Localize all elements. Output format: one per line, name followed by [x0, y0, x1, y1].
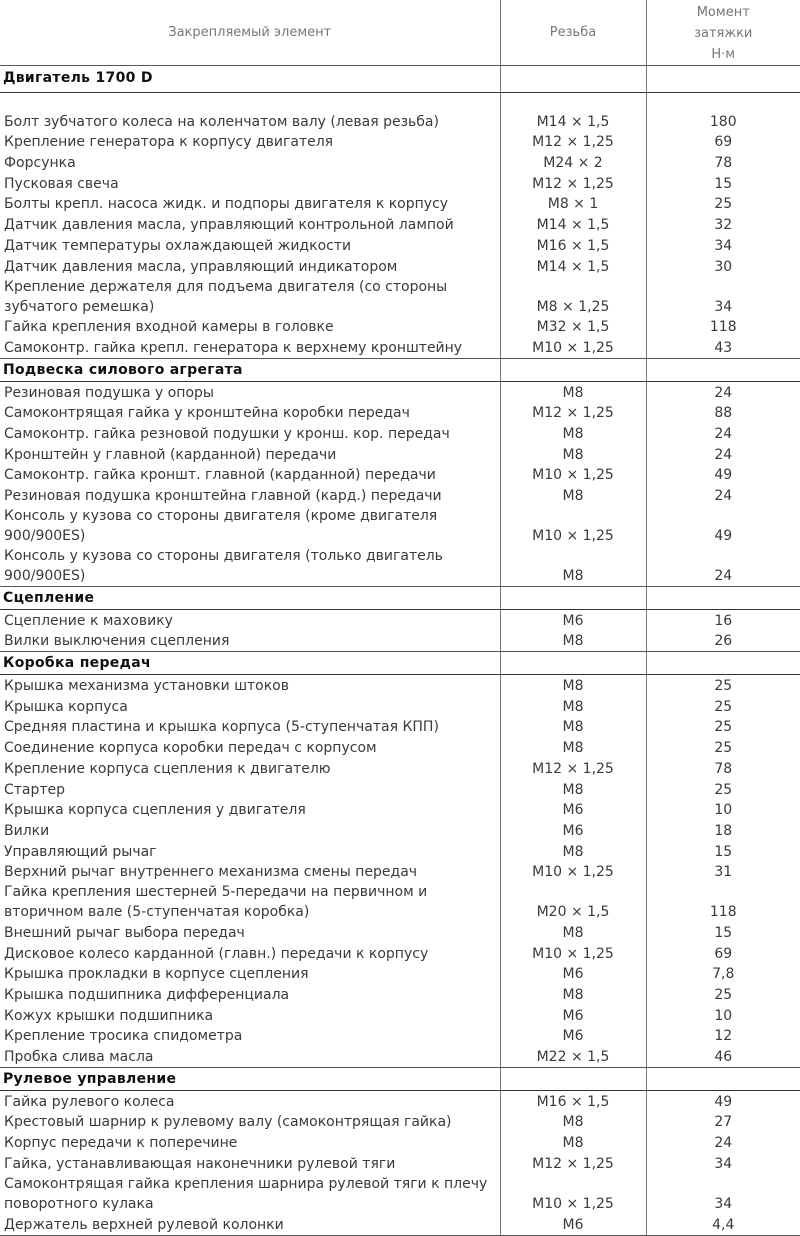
torque-cell: 27: [646, 1112, 800, 1133]
section-title: Рулевое управление: [0, 1068, 500, 1091]
torque-cell: 26: [646, 631, 800, 652]
thread-cell: M8: [500, 696, 646, 717]
section-torque-blank: [646, 358, 800, 381]
torque-cell: 78: [646, 152, 800, 173]
element-name-cell: Болт зубчатого колеса на коленчатом валу (левая резьба): [0, 111, 500, 132]
element-name-cell: Крепление генератора к корпусу двигателя: [0, 132, 500, 153]
torque-cell: 25: [646, 194, 800, 215]
element-name-cell: Крышка подшипника дифференциала: [0, 984, 500, 1005]
table-row: [0, 485, 800, 506]
element-name-cell: Гайка, устанавливающая наконечники рулевой тяги: [0, 1153, 500, 1174]
thread-cell: M12 × 1,25: [500, 173, 646, 194]
thread-cell: M6: [500, 610, 646, 631]
torque-cell: 24: [646, 381, 800, 402]
table-row: [0, 546, 800, 587]
section-header-row: [0, 358, 800, 381]
element-name-cell: Вилки выключения сцепления: [0, 631, 500, 652]
thread-cell: M8: [500, 675, 646, 696]
table-row: [0, 317, 800, 338]
table-row: [0, 964, 800, 985]
column-header-element: Закрепляемый элемент: [0, 0, 500, 66]
table-row: [0, 1132, 800, 1153]
thread-cell: M8: [500, 717, 646, 738]
torque-cell: 24: [646, 485, 800, 506]
element-name-cell: Дисковое колесо карданной (главн.) передачи к корпусу: [0, 943, 500, 964]
torque-cell: 88: [646, 403, 800, 424]
thread-cell: M12 × 1,25: [500, 132, 646, 153]
column-header-torque-line3: Н·м: [647, 44, 800, 65]
table-row: [0, 943, 800, 964]
table-row: [0, 381, 800, 402]
torque-cell: 118: [646, 317, 800, 338]
torque-cell: 69: [646, 943, 800, 964]
section-title: Сцепление: [0, 587, 500, 610]
column-header-thread: Резьба: [500, 0, 646, 66]
element-name-cell: Крепление корпуса сцепления к двигателю: [0, 758, 500, 779]
element-name-cell: Крышка прокладки в корпусе сцепления: [0, 964, 500, 985]
torque-cell: 34: [646, 277, 800, 317]
torque-cell: 24: [646, 444, 800, 465]
thread-cell: M22 × 1,5: [500, 1046, 646, 1067]
section-thread-blank: [500, 358, 646, 381]
torque-cell: 15: [646, 922, 800, 943]
element-name-cell: Крышка механизма установки штоков: [0, 675, 500, 696]
torque-cell: 15: [646, 841, 800, 862]
element-name-cell: Консоль у кузова со стороны двигателя (только двигатель 900/900ES): [0, 546, 500, 587]
thread-cell: M32 × 1,5: [500, 317, 646, 338]
element-name-cell: Средняя пластина и крышка корпуса (5-ступенчатая КПП): [0, 717, 500, 738]
torque-cell: 24: [646, 1132, 800, 1153]
thread-cell: M8: [500, 737, 646, 758]
table-row: [0, 758, 800, 779]
torque-cell: 7,8: [646, 964, 800, 985]
table-row: [0, 403, 800, 424]
table-row: [0, 1112, 800, 1133]
torque-cell: 25: [646, 737, 800, 758]
thread-cell: M6: [500, 964, 646, 985]
torque-cell: 25: [646, 696, 800, 717]
thread-cell: M10 × 1,25: [500, 337, 646, 358]
table-row: [0, 820, 800, 841]
table-row: [0, 235, 800, 256]
section-torque-blank: [646, 1068, 800, 1091]
table-row: [0, 1153, 800, 1174]
thread-cell: M24 × 2: [500, 152, 646, 173]
thread-cell: M14 × 1,5: [500, 256, 646, 277]
torque-cell: 10: [646, 800, 800, 821]
table-row: [0, 779, 800, 800]
torque-cell: 30: [646, 256, 800, 277]
torque-cell: 118: [646, 882, 800, 922]
table-row: [0, 444, 800, 465]
thread-cell: M10 × 1,25: [500, 862, 646, 883]
thread-cell: M6: [500, 1005, 646, 1026]
element-name-cell: Верхний рычаг внутреннего механизма смены передач: [0, 862, 500, 883]
torque-cell: 69: [646, 132, 800, 153]
thread-cell: M6: [500, 1026, 646, 1047]
table-row: [0, 1026, 800, 1047]
table-row: [0, 675, 800, 696]
torque-cell: 18: [646, 820, 800, 841]
thread-cell: M12 × 1,25: [500, 403, 646, 424]
torque-cell: 25: [646, 675, 800, 696]
thread-cell: M10 × 1,25: [500, 1174, 646, 1214]
table-row: [0, 882, 800, 922]
element-name-cell: Корпус передачи к поперечине: [0, 1132, 500, 1153]
section-torque-blank: [646, 652, 800, 675]
thread-cell: M8: [500, 631, 646, 652]
torque-cell: 25: [646, 717, 800, 738]
table-row: [0, 337, 800, 358]
table-row: [0, 1005, 800, 1026]
element-name-cell: Датчик давления масла, управляющий контрольной лампой: [0, 214, 500, 235]
section-title: Коробка передач: [0, 652, 500, 675]
torque-cell: 78: [646, 758, 800, 779]
thread-cell: M8: [500, 922, 646, 943]
column-header-torque: [646, 0, 800, 66]
element-name-cell: Консоль у кузова со стороны двигателя (кроме двигателя 900/900ES): [0, 506, 500, 546]
table-row: [0, 610, 800, 631]
thread-cell: M8: [500, 1112, 646, 1133]
torque-cell: 12: [646, 1026, 800, 1047]
torque-cell: 180: [646, 111, 800, 132]
element-name-cell: Кронштейн у главной (карданной) передачи: [0, 444, 500, 465]
table-row: [0, 214, 800, 235]
thread-cell: M8: [500, 381, 646, 402]
thread-cell: M8 × 1: [500, 194, 646, 215]
table-header: [0, 0, 800, 66]
element-name-cell: Гайка крепления входной камеры в головке: [0, 317, 500, 338]
element-name-cell: Управляющий рычаг: [0, 841, 500, 862]
thread-cell: M8: [500, 423, 646, 444]
torque-cell: 34: [646, 235, 800, 256]
torque-cell: 43: [646, 337, 800, 358]
torque-cell: 34: [646, 1174, 800, 1214]
table-row: [0, 465, 800, 486]
torque-cell: 24: [646, 546, 800, 587]
thread-cell: M6: [500, 820, 646, 841]
torque-cell: 24: [646, 423, 800, 444]
section-torque-blank: [646, 66, 800, 93]
thread-cell: M20 × 1,5: [500, 882, 646, 922]
section-title: Двигатель 1700 D: [0, 66, 500, 93]
element-name-cell: Самоконтрящая гайка крепления шарнира рулевой тяги к плечу поворотного кулака: [0, 1174, 500, 1214]
torque-cell: 31: [646, 862, 800, 883]
table-row: [0, 717, 800, 738]
table-row: [0, 277, 800, 317]
thread-cell: M10 × 1,25: [500, 943, 646, 964]
spacer-row: [0, 93, 800, 112]
table-row: [0, 862, 800, 883]
torque-cell: 34: [646, 1153, 800, 1174]
element-name-cell: Крестовый шарнир к рулевому валу (самоконтрящая гайка): [0, 1112, 500, 1133]
thread-cell: M6: [500, 800, 646, 821]
section-header-row: [0, 652, 800, 675]
torque-cell: 46: [646, 1046, 800, 1067]
table-row: [0, 1214, 800, 1235]
element-name-cell: Гайка рулевого колеса: [0, 1091, 500, 1112]
column-header-torque-line1: Момент: [647, 2, 800, 23]
torque-cell: 25: [646, 779, 800, 800]
element-name-cell: Кожух крышки подшипника: [0, 1005, 500, 1026]
thread-cell: M12 × 1,25: [500, 1153, 646, 1174]
element-name-cell: Крепление тросика спидометра: [0, 1026, 500, 1047]
torque-cell: 25: [646, 984, 800, 1005]
element-name-cell: Болты крепл. насоса жидк. и подпоры двигателя к корпусу: [0, 194, 500, 215]
table-row: [0, 111, 800, 132]
thread-cell: M8: [500, 841, 646, 862]
table-row: [0, 1091, 800, 1112]
table-row: [0, 194, 800, 215]
element-name-cell: Самоконтр. гайка крепл. генератора к верхнему кронштейну: [0, 337, 500, 358]
thread-cell: M8: [500, 779, 646, 800]
element-name-cell: Резиновая подушка у опоры: [0, 381, 500, 402]
section-header-row: [0, 66, 800, 93]
torque-cell: 10: [646, 1005, 800, 1026]
element-name-cell: Сцепление к маховику: [0, 610, 500, 631]
table-row: [0, 631, 800, 652]
table-row: [0, 506, 800, 546]
thread-cell: M12 × 1,25: [500, 758, 646, 779]
element-name-cell: Крепление держателя для подъема двигателя (со стороны зубчатого ремешка): [0, 277, 500, 317]
thread-cell: M10 × 1,25: [500, 465, 646, 486]
element-name-cell: Датчик давления масла, управляющий индикатором: [0, 256, 500, 277]
element-name-cell: Самоконтрящая гайка у кронштейна коробки передач: [0, 403, 500, 424]
table-body: [0, 66, 800, 1236]
torque-cell: 32: [646, 214, 800, 235]
thread-cell: M6: [500, 1214, 646, 1235]
table-row: [0, 922, 800, 943]
element-name-cell: Пусковая свеча: [0, 173, 500, 194]
section-torque-blank: [646, 587, 800, 610]
element-name-cell: Резиновая подушка кронштейна главной (кард.) передачи: [0, 485, 500, 506]
section-header-row: [0, 587, 800, 610]
table-row: [0, 423, 800, 444]
table-row: [0, 173, 800, 194]
thread-cell: M8: [500, 485, 646, 506]
element-name-cell: Крышка корпуса: [0, 696, 500, 717]
thread-cell: M14 × 1,5: [500, 111, 646, 132]
table-row: [0, 737, 800, 758]
table-row: [0, 1046, 800, 1067]
thread-cell: M8: [500, 984, 646, 1005]
thread-cell: M8: [500, 1132, 646, 1153]
torque-cell: 49: [646, 1091, 800, 1112]
thread-cell: M16 × 1,5: [500, 1091, 646, 1112]
torque-cell: 4,4: [646, 1214, 800, 1235]
section-thread-blank: [500, 1068, 646, 1091]
table-row: [0, 841, 800, 862]
table-row: [0, 132, 800, 153]
section-title: Подвеска силового агрегата: [0, 358, 500, 381]
thread-cell: M10 × 1,25: [500, 506, 646, 546]
column-header-torque-line2: затяжки: [647, 23, 800, 44]
table-row: [0, 800, 800, 821]
element-name-cell: Крышка корпуса сцепления у двигателя: [0, 800, 500, 821]
element-name-cell: Форсунка: [0, 152, 500, 173]
section-thread-blank: [500, 66, 646, 93]
thread-cell: M8: [500, 444, 646, 465]
element-name-cell: Пробка слива масла: [0, 1046, 500, 1067]
element-name-cell: Самоконтр. гайка кроншт. главной (карданной) передачи: [0, 465, 500, 486]
torque-cell: 49: [646, 506, 800, 546]
torque-cell: 16: [646, 610, 800, 631]
element-name-cell: Вилки: [0, 820, 500, 841]
table-row: [0, 152, 800, 173]
element-name-cell: Соединение корпуса коробки передач с корпусом: [0, 737, 500, 758]
thread-cell: M8: [500, 546, 646, 587]
element-name-cell: Датчик температуры охлаждающей жидкости: [0, 235, 500, 256]
torque-cell: 15: [646, 173, 800, 194]
element-name-cell: Гайка крепления шестерней 5-передачи на первичном и вторичном вале (5-ступенчатая коробка): [0, 882, 500, 922]
table-row: [0, 984, 800, 1005]
table-row: [0, 1174, 800, 1214]
element-name-cell: Самоконтр. гайка резновой подушки у кронш. кор. передач: [0, 423, 500, 444]
thread-cell: M14 × 1,5: [500, 214, 646, 235]
section-header-row: [0, 1068, 800, 1091]
element-name-cell: Держатель верхней рулевой колонки: [0, 1214, 500, 1235]
table-row: [0, 256, 800, 277]
section-thread-blank: [500, 652, 646, 675]
torque-cell: 49: [646, 465, 800, 486]
thread-cell: M16 × 1,5: [500, 235, 646, 256]
element-name-cell: Внешний рычаг выбора передач: [0, 922, 500, 943]
element-name-cell: Стартер: [0, 779, 500, 800]
table-row: [0, 696, 800, 717]
section-thread-blank: [500, 587, 646, 610]
thread-cell: M8 × 1,25: [500, 277, 646, 317]
